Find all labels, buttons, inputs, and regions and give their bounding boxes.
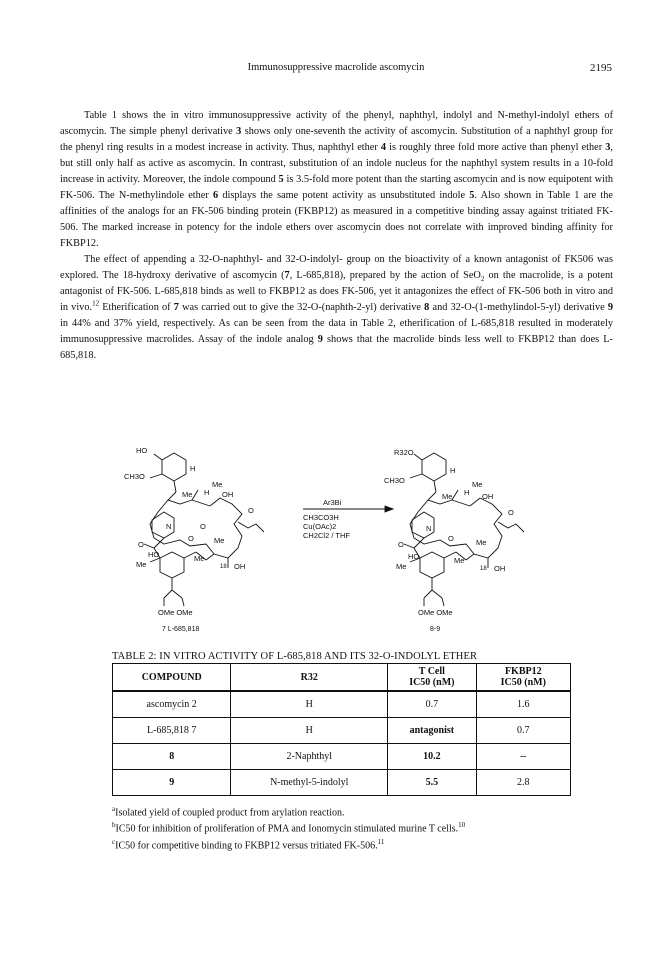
table-row: [113, 770, 571, 796]
footnote-ref: 11: [377, 837, 385, 846]
header-fkbp-line1: FKBP12: [504, 666, 542, 677]
cell-tcell: 10.2: [388, 744, 477, 770]
header-r32-text: R32: [300, 671, 318, 683]
atom-label: Me: [396, 562, 407, 571]
atom-label: HO: [408, 552, 420, 561]
atom-label: Me: [476, 538, 487, 547]
atom-label: Me: [136, 560, 147, 569]
reagent: CH2Cl2 / THF: [303, 531, 350, 540]
atom-label: CH3O: [124, 472, 145, 481]
compound-number: 3: [236, 126, 242, 137]
cell-r32: N-methyl-5-indolyl: [231, 770, 388, 796]
atom-label: OMe OMe: [158, 608, 193, 617]
compound-number: 3: [605, 142, 611, 153]
reagent: Cu(OAc)2: [303, 522, 337, 531]
atom-label: O: [138, 540, 144, 549]
cell-compound: ascomycin 2: [113, 691, 231, 718]
paragraph: The effect of appending a 32-O-naphthyl- and 32-O-indolyl- group on the bioactivity of a known antagonist of FK506 was explored. The 18-hydroxy derivative of ascomycin (7, L-685,818), prepared by the action of SeO$_2$ on the macrolide, is a potent antagonist of FK-506. L-685,818 binds as well to FKBP12 as does FK-506, yet it antagonizes the effect of FK-506 both in vitro and in vivo.$^{12}$ Etherification of 7 was carried out to give the 32-O-(naphth-2-yl) derivative 8 and 32-O-(1-methylindol-5-yl) derivative 9 in 44% and 37% yield, respectively. As can be seen from the data in Table 2, etherification of L-685,818 resulted in moderately immunosuppressive macrolides. Assay of the indole analog 9 shows that the macrolide binds less well to FKBP12 than does L-685,818.: [60, 254, 614, 361]
header-tcell: [388, 664, 477, 692]
footnote: [112, 836, 592, 852]
atom-label: Me: [442, 492, 453, 501]
atom-label: H: [450, 466, 456, 475]
cell-compound: L-685,818 7: [113, 718, 231, 744]
running-title: Immunosuppressive macrolide ascomycin: [247, 62, 425, 73]
atom-label: O: [448, 534, 454, 543]
compound-number: 9: [317, 334, 323, 345]
atom-label: O: [200, 522, 206, 531]
table-2: [112, 663, 571, 796]
cell-fkbp: 0.7: [476, 718, 570, 744]
atom-label: O: [248, 506, 254, 515]
header-fkbp-line2: IC50 (nM): [500, 677, 546, 688]
table-row: [113, 718, 571, 744]
atom-label: H: [464, 488, 470, 497]
atom-label: Me: [194, 554, 205, 563]
header-fkbp: [476, 664, 570, 692]
footnote-text: Isolated yield of coupled product from arylation reaction.: [115, 807, 345, 819]
right-compound-caption: 8-9: [430, 626, 441, 633]
header-compound: COMPOUND: [113, 664, 231, 692]
atom-label: H: [190, 464, 196, 473]
cell-tcell: antagonist: [388, 718, 477, 744]
page-number: 2195: [590, 62, 612, 74]
footnote: [112, 819, 592, 835]
atom-label: OMe OMe: [418, 608, 453, 617]
header-tcell-line1: T Cell: [418, 666, 445, 677]
subscript: 2: [480, 275, 485, 284]
atom-label: R32O: [394, 448, 414, 457]
body-text: [60, 108, 613, 364]
compound-number: 5: [278, 174, 284, 185]
atom-label: OH: [482, 492, 494, 501]
compound-number: 9: [607, 302, 614, 313]
footnote-ref: 10: [458, 821, 466, 830]
header-tcell-line2: IC50 (nM): [409, 677, 455, 688]
atom-label: H: [204, 488, 210, 497]
compound-number: 4: [380, 142, 387, 153]
footnote-text: IC50 for inhibition of proliferation of PMA and Ionomycin stimulated murine T cells.: [115, 823, 459, 835]
table-row: [113, 744, 571, 770]
atom-label: 18: [220, 564, 227, 570]
atom-label: N: [426, 524, 432, 533]
right-structure: [404, 453, 524, 606]
table-caption: TABLE 2: IN VITRO ACTIVITY OF L-685,818 AND ITS 32-O-INDOLYL ETHER: [112, 651, 478, 662]
cell-tcell: 5.5: [388, 770, 477, 796]
atom-label: OH: [494, 564, 506, 573]
atom-label: N: [166, 522, 172, 531]
header-r32: [231, 664, 388, 692]
cell-r32: H: [231, 718, 388, 744]
reagent-ar3bi: Ar3Bi: [323, 498, 342, 507]
cell-compound: 8: [113, 744, 231, 770]
reaction-scheme: [110, 440, 570, 640]
compound-number: 8: [424, 302, 430, 313]
table-row: [113, 691, 571, 718]
footnotes: [112, 803, 592, 852]
compound-number: 7: [173, 302, 179, 313]
atom-label: Me: [454, 556, 465, 565]
cell-fkbp: 2.8: [476, 770, 570, 796]
atom-label: HO: [136, 446, 148, 455]
compound-number: 5: [469, 190, 475, 201]
atom-label: OH: [234, 562, 246, 571]
reagent-list: [303, 513, 383, 540]
cell-fkbp: --: [476, 744, 570, 770]
reaction-arrow: [303, 506, 393, 512]
cell-r32: 2-Naphthyl: [231, 744, 388, 770]
footnote-text: IC50 for competitive binding to FKBP12 versus tritiated FK-506.: [115, 839, 378, 851]
atom-label: O: [188, 534, 194, 543]
atom-label: CH3O: [384, 476, 405, 485]
footnote-mark: c: [112, 837, 116, 846]
atom-label: Me: [472, 480, 483, 489]
reference-superscript: 12: [92, 299, 100, 308]
atom-label: Me: [214, 536, 225, 545]
atom-label: Me: [182, 490, 193, 499]
reagent: CH3CO3H: [303, 513, 339, 522]
atom-label: OH: [222, 490, 234, 499]
footnote: [112, 803, 592, 819]
atom-label: 18: [480, 566, 487, 572]
page-header: [0, 62, 672, 76]
left-compound-caption: 7 L-685,818: [162, 626, 200, 633]
atom-label: O: [398, 540, 404, 549]
footnote-mark: b: [112, 821, 116, 830]
atom-label: HO: [148, 550, 160, 559]
table-header-row: [113, 664, 571, 692]
footnote-mark: a: [112, 805, 116, 813]
cell-fkbp: 1.6: [476, 691, 570, 718]
paragraph: Table 1 shows the in vitro immunosuppressive activity of the phenyl, naphthyl, indolyl and N-methyl-indolyl ethers of ascomycin. The simple phenyl derivative 3 shows only one-seventh the activity of ascomycin. Substitution of a naphthyl group for the phenyl ring results in a modest increase in activity. Thus, naphthyl ether 4 is roughly three fold more active than phenyl ether 3, but still only half as active as ascomycin. In contrast, substitution of an indole nucleus for the naphthyl system results in a 10-fold increase in activity. Moreover, the indole compound 5 is 3.5-fold more potent than the starting ascomycin and is now equipotent with FK-506. The N-methylindole ether 6 displays the same potent activity as unsubstituted indole 5. Also shown in Table 1 are the affinities of the analogs for an FK-506 binding protein (FKBP12) as measured in a competitive binding assay against tritiated FK-506. The marked increase in potency for the indole ethers over ascomycin does not correlate with improved binding affinity for FKBP12.: [60, 110, 614, 249]
compound-number: 6: [213, 190, 219, 201]
atom-label: O: [508, 508, 514, 517]
cell-tcell: 0.7: [388, 691, 477, 718]
compound-number: 7: [284, 270, 290, 281]
atom-label: Me: [212, 480, 223, 489]
cell-compound: 9: [113, 770, 231, 796]
cell-r32: H: [231, 691, 388, 718]
